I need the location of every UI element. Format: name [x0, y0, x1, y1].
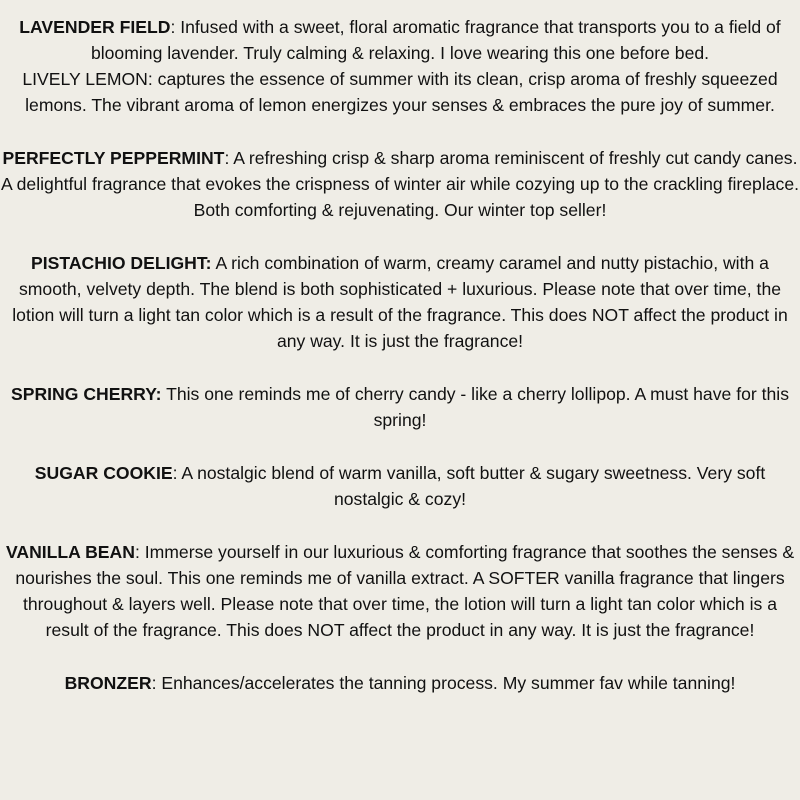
scent-extra-lively-lemon: LIVELY LEMON: captures the essence of summer with its clean, crisp aroma of freshly squeezed lemons. The vibrant aroma of lemon energizes your senses & embraces the pure joy of summer. [22, 69, 778, 115]
scent-description: A rich combination of warm, creamy caramel and nutty pistachio, with a smooth, velvety depth. The blend is both sophisticated + luxurious. Please note that over time, the lotion will turn a light tan color which is a result of the fragrance. This does NOT affect the product in any way. It is just the fragrance! [12, 253, 788, 351]
scent-separator: : [134, 542, 140, 562]
scent-description: Infused with a sweet, floral aromatic fragrance that transports you to a field of blooming lavender. Truly calming & relaxing. I love wearing this one before bed. [90, 17, 781, 63]
entry-lavender-field [0, 14, 800, 118]
scent-description: Immerse yourself in our luxurious & comforting fragrance that soothes the senses & nourishes the soul. This one reminds me of vanilla extract. A SOFTER vanilla fragrance that lingers throughout & layers well. Please note that over time, the lotion will turn a light tan color which is a result of the fragrance. This does NOT affect the product in any way. It is just the fragrance! [15, 542, 795, 640]
scent-description: A refreshing crisp & sharp aroma reminiscent of freshly cut candy canes. A delightful fragrance that evokes the crispness of winter air while cozying up to the crackling fireplace. Both comforting & rejuvenating. Our winter top seller! [1, 148, 799, 220]
entry-bronzer [0, 670, 800, 696]
entry-perfectly-peppermint [0, 145, 800, 223]
scent-description: Enhances/accelerates the tanning process. My summer fav while tanning! [156, 673, 736, 693]
scent-name: SPRING CHERRY: [10, 384, 162, 404]
scent-separator: : [224, 148, 230, 168]
entry-vanilla-bean [0, 539, 800, 643]
scent-name: SUGAR COOKIE [34, 463, 173, 483]
scent-name: PERFECTLY PEPPERMINT [2, 148, 225, 168]
scent-name: LAVENDER FIELD [19, 17, 171, 37]
entry-sugar-cookie [0, 460, 800, 512]
scent-name: VANILLA BEAN [5, 542, 135, 562]
scent-description: A nostalgic blend of warm vanilla, soft butter & sugary sweetness. Very soft nostalgic & cozy! [177, 463, 766, 509]
scent-name: BRONZER [64, 673, 152, 693]
scent-separator: : [172, 463, 178, 483]
scent-description: This one reminds me of cherry candy - like a cherry lollipop. A must have for this spring! [161, 384, 789, 430]
entry-spring-cherry [0, 381, 800, 433]
scent-separator: : [151, 673, 157, 693]
scent-name: PISTACHIO DELIGHT: [31, 253, 212, 273]
entry-pistachio-delight [0, 250, 800, 354]
scent-separator: : [170, 17, 176, 37]
